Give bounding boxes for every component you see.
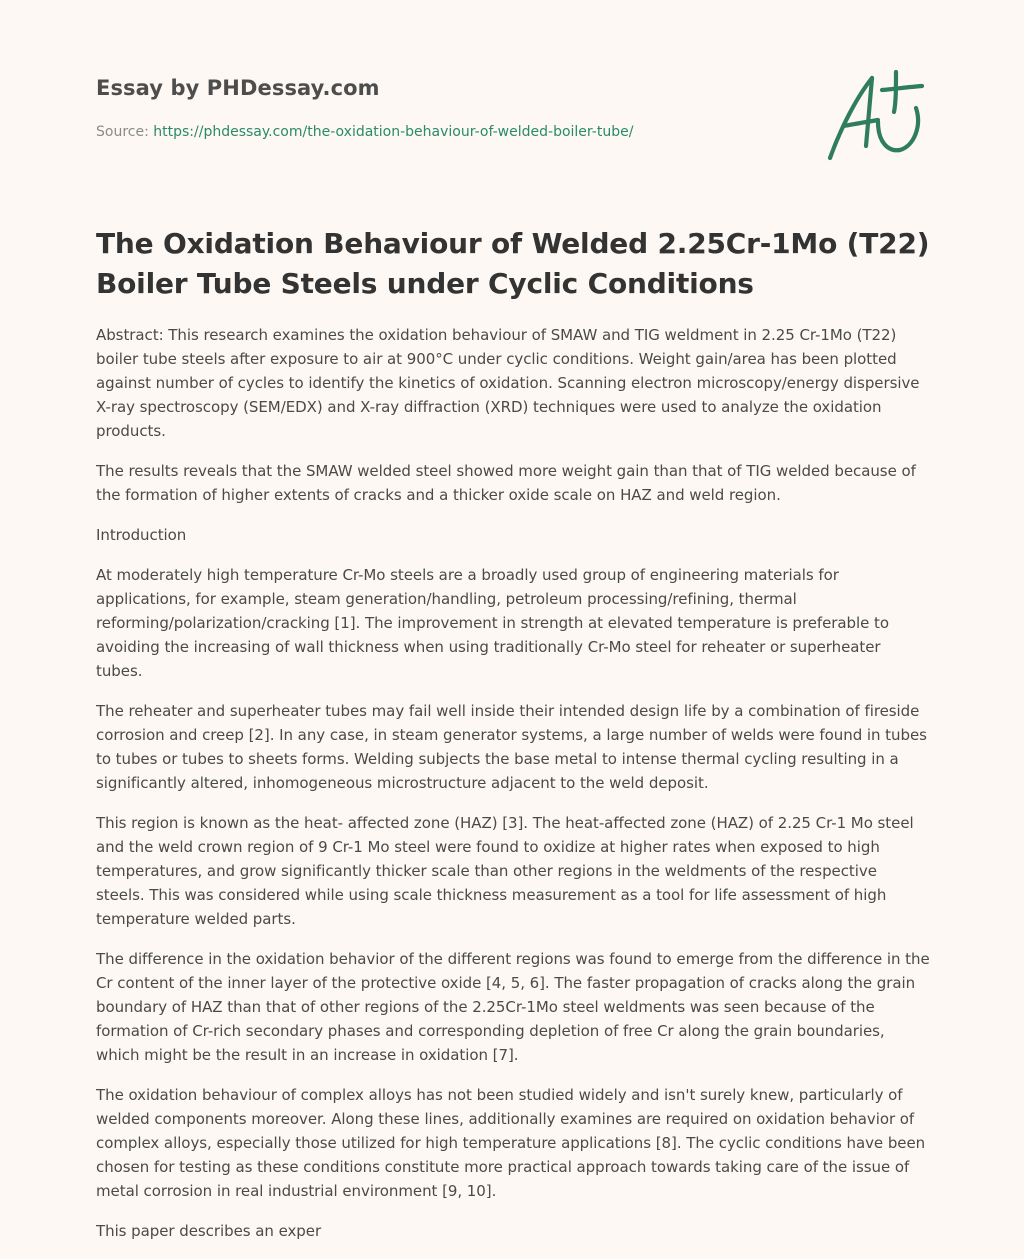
a-plus-logo-icon (826, 68, 926, 164)
paragraph: This region is known as the heat- affected zone (HAZ) [3]. The heat-affected zone (HAZ) of 2.25 Cr-1 Mo steel and the weld crown region of 9 Cr-1 Mo steel were found to oxidize at higher rates when exposed to high temperatures, and grow significantly thicker scale than other regions in the weldments of the respective steels. This was considered while using scale thickness measurement as a tool for life assessment of high temperature welded parts. (96, 814, 914, 928)
paragraph: The reheater and superheater tubes may fail well inside their intended design life by a combination of fireside corrosion and creep [2]. In any case, in steam generator systems, a large number of welds were found in tubes to tubes or tubes to sheets forms. Welding subjects the base metal to intense thermal cycling resulting in a significantly altered, inhomogeneous microstructure adjacent to the weld deposit. (96, 702, 927, 792)
paragraph: The oxidation behaviour of complex alloys has not been studied widely and isn't surely knew, particularly of welded components moreover. Along these lines, additionally examines are required on oxidation behavior of complex alloys, especially those utilized for high temperature applications [8]. The cyclic conditions have been chosen for testing as these conditions constitute more practical approach towards taking care of the issue of metal corrosion in real industrial environment [9, 10]. (96, 1086, 926, 1200)
paragraph-results: The results reveals that the SMAW welded steel showed more weight gain than that of TIG welded because of the formation of higher extents of cracks and a thicker oxide scale on HAZ and weld region. (96, 462, 916, 504)
paragraph-abstract: Abstract: This research examines the oxidation behaviour of SMAW and TIG weldment in 2.25 Cr-1Mo (T22) boiler tube steels after exposure to air at 900°C under cyclic conditions. Weight gain/area has been plotted against number of cycles to identify the kinetics of oxidation. Scanning electron microscopy/energy dispersive X-ray spectroscopy (SEM/EDX) and X-ray diffraction (XRD) techniques were used to analyze the oxidation products. (96, 326, 920, 440)
source-link[interactable]: https://phdessay.com/the-oxidation-behaviour-of-welded-boiler-tube/ (153, 124, 634, 140)
source-line (96, 124, 633, 140)
article-body (96, 323, 930, 1259)
source-label: Source: (96, 124, 154, 140)
brand-title: Essay by PHDessay.com (96, 76, 380, 100)
section-heading-introduction: Introduction (96, 526, 187, 544)
paragraph: The difference in the oxidation behavior of the different regions was found to emerge from the difference in the Cr content of the inner layer of the protective oxide [4, 5, 6]. The faster propagation of cracks along the grain boundary of HAZ than that of other regions of the 2.25Cr-1Mo steel weldments was seen because of the formation of Cr-rich secondary phases and corresponding depletion of free Cr along the grain boundaries, which might be the result in an increase in oxidation [7]. (96, 950, 930, 1064)
article-title: The Oxidation Behaviour of Welded 2.25Cr-1Mo (T22) Boiler Tube Steels under Cyclic Conditions (96, 227, 930, 300)
paragraph: At moderately high temperature Cr-Mo steels are a broadly used group of engineering materials for applications, for example, steam generation/handling, petroleum processing/refining, thermal reforming/polarization/cracking [1]. The improvement in strength at elevated temperature is preferable to avoiding the increasing of wall thickness when using traditionally Cr-Mo steel for reheater or superheater tubes. (96, 566, 889, 680)
paragraph-truncated: This paper describes an exper (96, 1222, 322, 1240)
